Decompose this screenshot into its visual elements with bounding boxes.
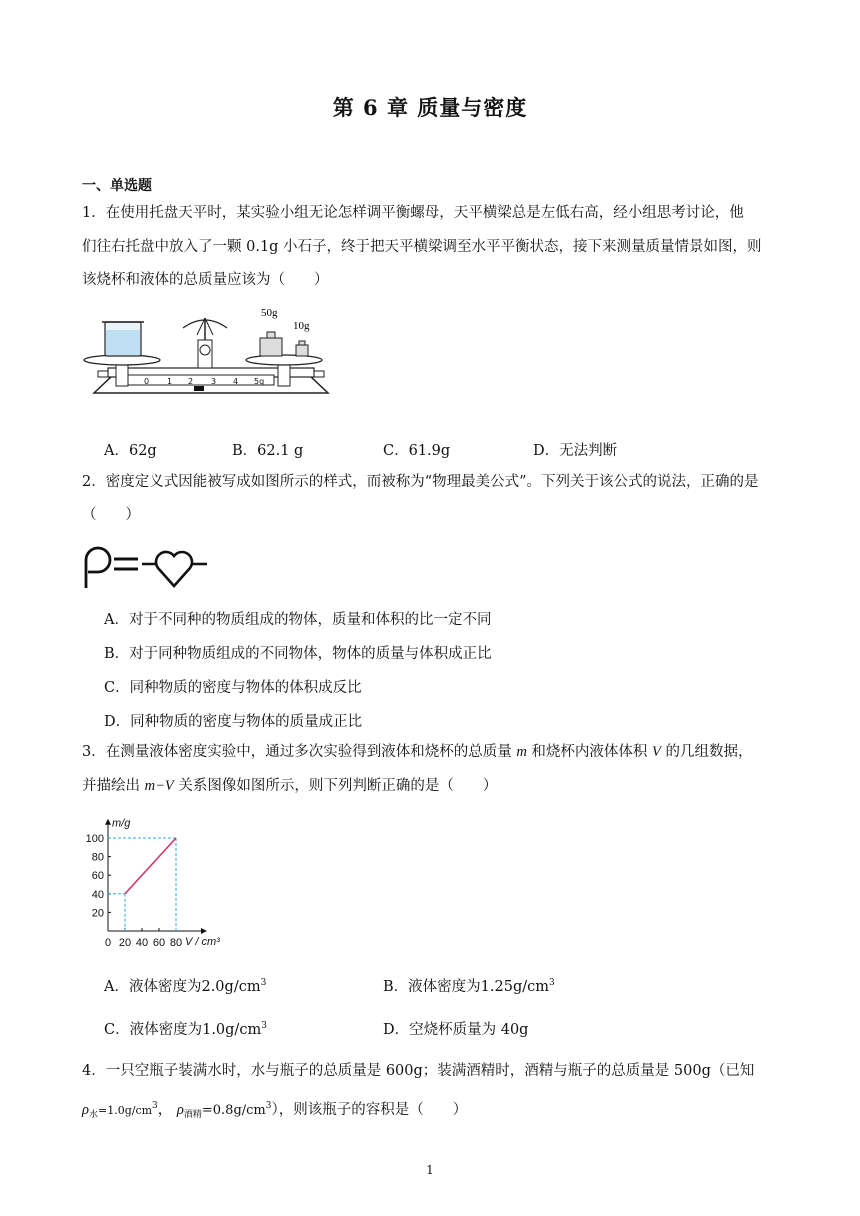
right-pan — [246, 355, 322, 365]
y-tick-label-40: 40 — [91, 888, 104, 901]
q2-option-d: D．同种物质的密度与物体的质量成正比 — [104, 714, 363, 730]
q2-line-2: （ ） — [82, 507, 140, 523]
x-tick-label-80: 80 — [169, 937, 183, 949]
q3-line-2: 并描绘出 m−V 关系图像如图所示，则下列判断正确的是（ ） — [82, 778, 498, 794]
scale-label-1: 1 — [167, 377, 173, 386]
scale-label-0: 0 — [144, 377, 150, 386]
y-tick-label-20: 20 — [91, 907, 104, 920]
q4-line-1: 4．一只空瓶子装满水时，水与瓶子的总质量是 600g；装满酒精时，酒精与瓶子的总质量是 500g（已知 — [82, 1063, 755, 1079]
series-line — [125, 838, 176, 894]
y-tick-label-80: 80 — [91, 851, 104, 864]
balance-figure — [80, 300, 340, 398]
page-title: 第 6 章 质量与密度 — [332, 95, 528, 120]
x-axis-label: V / cm³ — [185, 936, 220, 948]
q1-option-a: A．62g — [104, 443, 157, 459]
q1-line-2: 们往右托盘中放入了一颗 0.1g 小石子，终于把天平横梁调至水平平衡状态，接下来测量质量情景如图，则 — [82, 239, 762, 255]
x-tick-label-60: 60 — [152, 937, 166, 949]
q3-option-a: A．液体密度为$2.0g/cm^3$ — [104, 978, 267, 995]
q1-option-c: C．61.9g — [383, 443, 451, 459]
weight-10g-label: 10g — [293, 320, 310, 332]
scale-label-4: 4 — [233, 377, 239, 386]
page-number: 1 — [426, 1163, 434, 1177]
scale-label-3: 3 — [211, 377, 217, 386]
q3-option-b: B．液体密度为$1.25g/cm^3$ — [383, 978, 555, 995]
rider-marker — [194, 386, 204, 391]
q3-line-1: 3．在测量液体密度实验中，通过多次实验得到液体和烧杯的总质量 m 和烧杯内液体体积 V 的几组数据， — [82, 744, 753, 760]
weight-50g-icon — [260, 332, 282, 356]
q2-option-a: A．对于不同种的物质组成的物体，质量和体积的比一定不同 — [104, 612, 492, 628]
q4-line-2: $\rho_水=1.0g/cm^3$， $\rho_{酒精}=0.8g/cm^3$），则该瓶子的容积是（ ） — [82, 1101, 468, 1120]
y-axis-label: m/g — [112, 817, 131, 830]
mv-chart — [80, 808, 325, 953]
scale-label-5: 5g — [254, 377, 265, 386]
scale-label-2: 2 — [188, 377, 194, 386]
x-tick-label-20: 20 — [118, 937, 132, 949]
q2-option-b: B．对于同种物质组成的不同物体，物体的质量与体积成正比 — [104, 646, 492, 662]
q1-line-1: 1．在使用托盘天平时，某实验小组无论怎样调平衡螺母，天平横梁总是左低右高，经小组思考讨论，他 — [82, 205, 744, 221]
q2-option-c: C．同种物质的密度与物体的体积成反比 — [104, 680, 362, 696]
x-tick-label-40: 40 — [135, 937, 149, 949]
y-tick-label-60: 60 — [91, 870, 104, 883]
y-axis-arrow — [105, 819, 111, 825]
x-axis-arrow — [201, 928, 207, 934]
y-tick-label-100: 100 — [85, 833, 104, 845]
weight-10g-icon — [296, 341, 308, 356]
section-heading: 一、单选题 — [82, 178, 152, 194]
weight-50g-label: 50g — [261, 307, 278, 319]
x-tick-label-0: 0 — [104, 937, 112, 949]
q3-option-c: C．液体密度为$1.0g/cm^3$ — [104, 1021, 267, 1038]
q1-option-b: B．62.1 g — [232, 443, 304, 459]
pointer-icon — [183, 318, 227, 368]
q2-line-1: 2．密度定义式因能被写成如图所示的样式，而被称为“物理最美公式”。下列关于该公式的说法，正确的是 — [82, 474, 759, 490]
q1-option-d: D．无法判断 — [533, 443, 618, 459]
q3-option-d: D．空烧杯质量为 40g — [383, 1022, 529, 1038]
rho-heart-formula — [80, 540, 215, 592]
q1-line-3: 该烧杯和液体的总质量应该为（ ） — [82, 272, 329, 288]
beaker-icon — [102, 322, 144, 356]
heart-icon — [156, 552, 192, 586]
